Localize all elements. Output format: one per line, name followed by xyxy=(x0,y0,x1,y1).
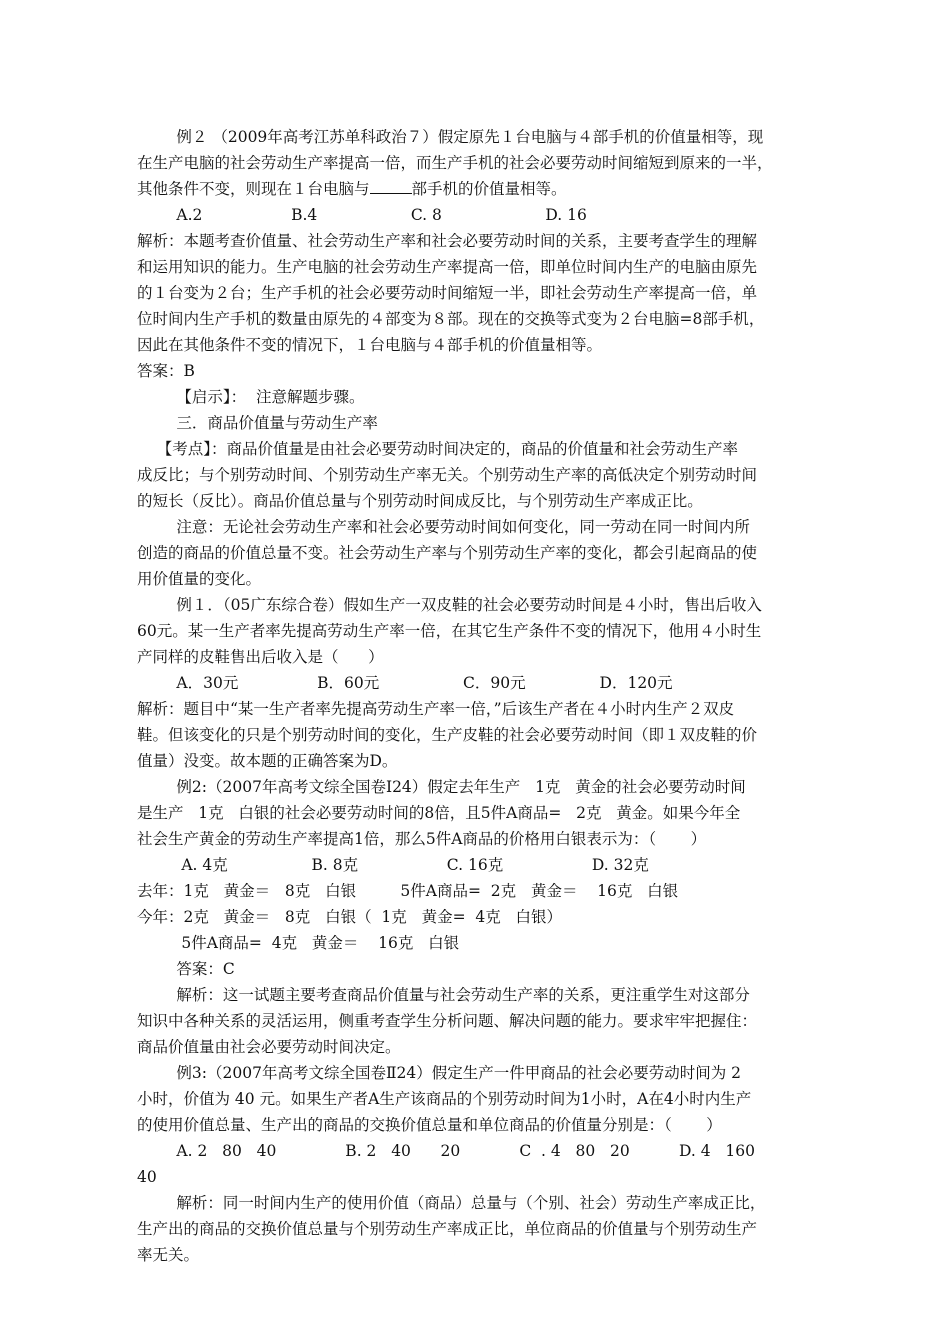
text-segment: 部手机的价值量相等。 xyxy=(411,180,567,198)
text-line: 解析：本题考查价值量、社会劳动生产率和社会必要劳动时间的关系，主要考查学生的理解 xyxy=(137,232,758,250)
text-line: 解析：这一试题主要考查商品价值量与社会劳动生产率的关系，更注重学生对这部分 xyxy=(137,986,750,1004)
text-line: 【考点】：商品价值量是由社会必要劳动时间决定的，商品的价值量和社会劳动生产率 xyxy=(137,440,738,458)
text-line: 知识中各种关系的灵活运用，侧重考查学生分析问题、解决问题的能力。要求牢牢把握住： xyxy=(137,1012,758,1030)
text-line: 创造的商品的价值总量不变。社会劳动生产率与个别劳动生产率的变化，都会引起商品的使 xyxy=(137,544,758,562)
text-line: 值量）没变。故本题的正确答案为D。 xyxy=(137,752,398,770)
text-line: 例１．（05广东综合卷）假如生产一双皮鞋的社会必要劳动时间是４小时，售出后收入 xyxy=(137,596,762,614)
text-line: 和运用知识的能力。生产电脑的社会劳动生产率提高一倍，即单位时间内生产的电脑由原先 xyxy=(137,258,758,276)
text-line: 今年：2克 黄金＝ 8克 白银（ 1克 黄金= 4克 白银） xyxy=(137,908,563,926)
text-line: 社会生产黄金的劳动生产率提高1倍，那么5件A商品的价格用白银表示为：（ ） xyxy=(137,830,707,848)
text-line: 鞋。但该变化的只是个别劳动时间的变化，生产皮鞋的社会必要劳动时间（即１双皮鞋的价 xyxy=(137,726,758,744)
text-line: 三．商品价值量与劳动生产率 xyxy=(137,414,378,432)
text-line: 答案：B xyxy=(137,362,195,380)
text-line: A. 4克 B. 8克 C. 16克 D. 32克 xyxy=(137,856,649,874)
text-line: 答案：C xyxy=(137,960,235,978)
text-line: A．30元 B．60元 C．90元 D．120元 xyxy=(137,674,673,692)
text-line: 用价值量的变化。 xyxy=(137,570,262,588)
text-line: 例3:（2007年高考文综全国卷Ⅱ24）假定生产一件甲商品的社会必要劳动时间为 2 xyxy=(137,1064,741,1082)
text-line: 成反比；与个别劳动时间、个别劳动生产率无关。个别劳动生产率的高低决定个别劳动时间 xyxy=(137,466,758,484)
text-line: 产同样的皮鞋售出后收入是（ ） xyxy=(137,648,384,666)
text-line: 解析：题目中“某一生产者率先提高劳动生产率一倍，”后该生产者在４小时内生产２双皮 xyxy=(137,700,735,718)
text-line: 例2:（2007年高考文综全国卷Ⅰ24）假定去年生产 1克 黄金的社会必要劳动时间 xyxy=(137,778,746,796)
text-line: 例２ （2009年高考江苏单科政治７）假定原先１台电脑与４部手机的价值量相等，现 xyxy=(137,128,764,146)
text-line: 小时，价值为 40 元。如果生产者A生产该商品的个别劳动时间为1小时，A在4小时内生产 xyxy=(137,1090,752,1108)
text-line: 的使用价值总量、生产出的商品的交换价值总量和单位商品的价值量分别是：（ ） xyxy=(137,1116,722,1134)
text-line: 【启示】： 注意解题步骤。 xyxy=(137,388,365,406)
text-line: 40 xyxy=(137,1168,157,1186)
fill-in-blank xyxy=(370,179,412,194)
text-line: 因此在其他条件不变的情况下，１台电脑与４部手机的价值量相等。 xyxy=(137,336,603,354)
text-line: A. 2 80 40 B. 2 40 20 C . 4 80 20 D. 4 160 xyxy=(137,1142,755,1160)
text-line: 注意：无论社会劳动生产率和社会必要劳动时间如何变化，同一劳动在同一时间内所 xyxy=(137,518,750,536)
text-line: 商品价值量由社会必要劳动时间决定。 xyxy=(137,1038,401,1056)
text-line: 的短长（反比）。商品价值总量与个别劳动时间成反比，与个别劳动生产率成正比。 xyxy=(137,492,703,510)
text-line: 率无关。 xyxy=(137,1246,200,1264)
text-line: 60元。某一生产者率先提高劳动生产率一倍，在其它生产条件不变的情况下，他用４小时生 xyxy=(137,622,762,640)
text-line: 解析：同一时间内生产的使用价值（商品）总量与（个别、社会）劳动生产率成正比， xyxy=(137,1194,766,1212)
text-line: 在生产电脑的社会劳动生产率提高一倍，而生产手机的社会必要劳动时间缩短到原来的一半， xyxy=(137,154,773,172)
text-line xyxy=(137,178,567,202)
text-line: A.2 B.4 C. 8 D. 16 xyxy=(137,206,587,224)
text-line: 位时间内生产手机的数量由原先的４部变为８部。现在的交换等式变为２台电脑=8部手机， xyxy=(137,310,765,328)
text-segment: 其他条件不变，则现在１台电脑与 xyxy=(137,180,370,198)
text-line: 生产出的商品的交换价值总量与个别劳动生产率成正比，单位商品的价值量与个别劳动生产 xyxy=(137,1220,758,1238)
text-line: 的１台变为２台；生产手机的社会必要劳动时间缩短一半，即社会劳动生产率提高一倍，单 xyxy=(137,284,758,302)
text-line: 5件A商品= 4克 黄金＝ 16克 白银 xyxy=(137,934,460,952)
text-line: 去年：1克 黄金＝ 8克 白银 5件A商品= 2克 黄金＝ 16克 白银 xyxy=(137,882,679,900)
text-line: 是生产 1克 白银的社会必要劳动时间的8倍，且5件A商品= 2克 黄金。如果今年全 xyxy=(137,804,741,822)
